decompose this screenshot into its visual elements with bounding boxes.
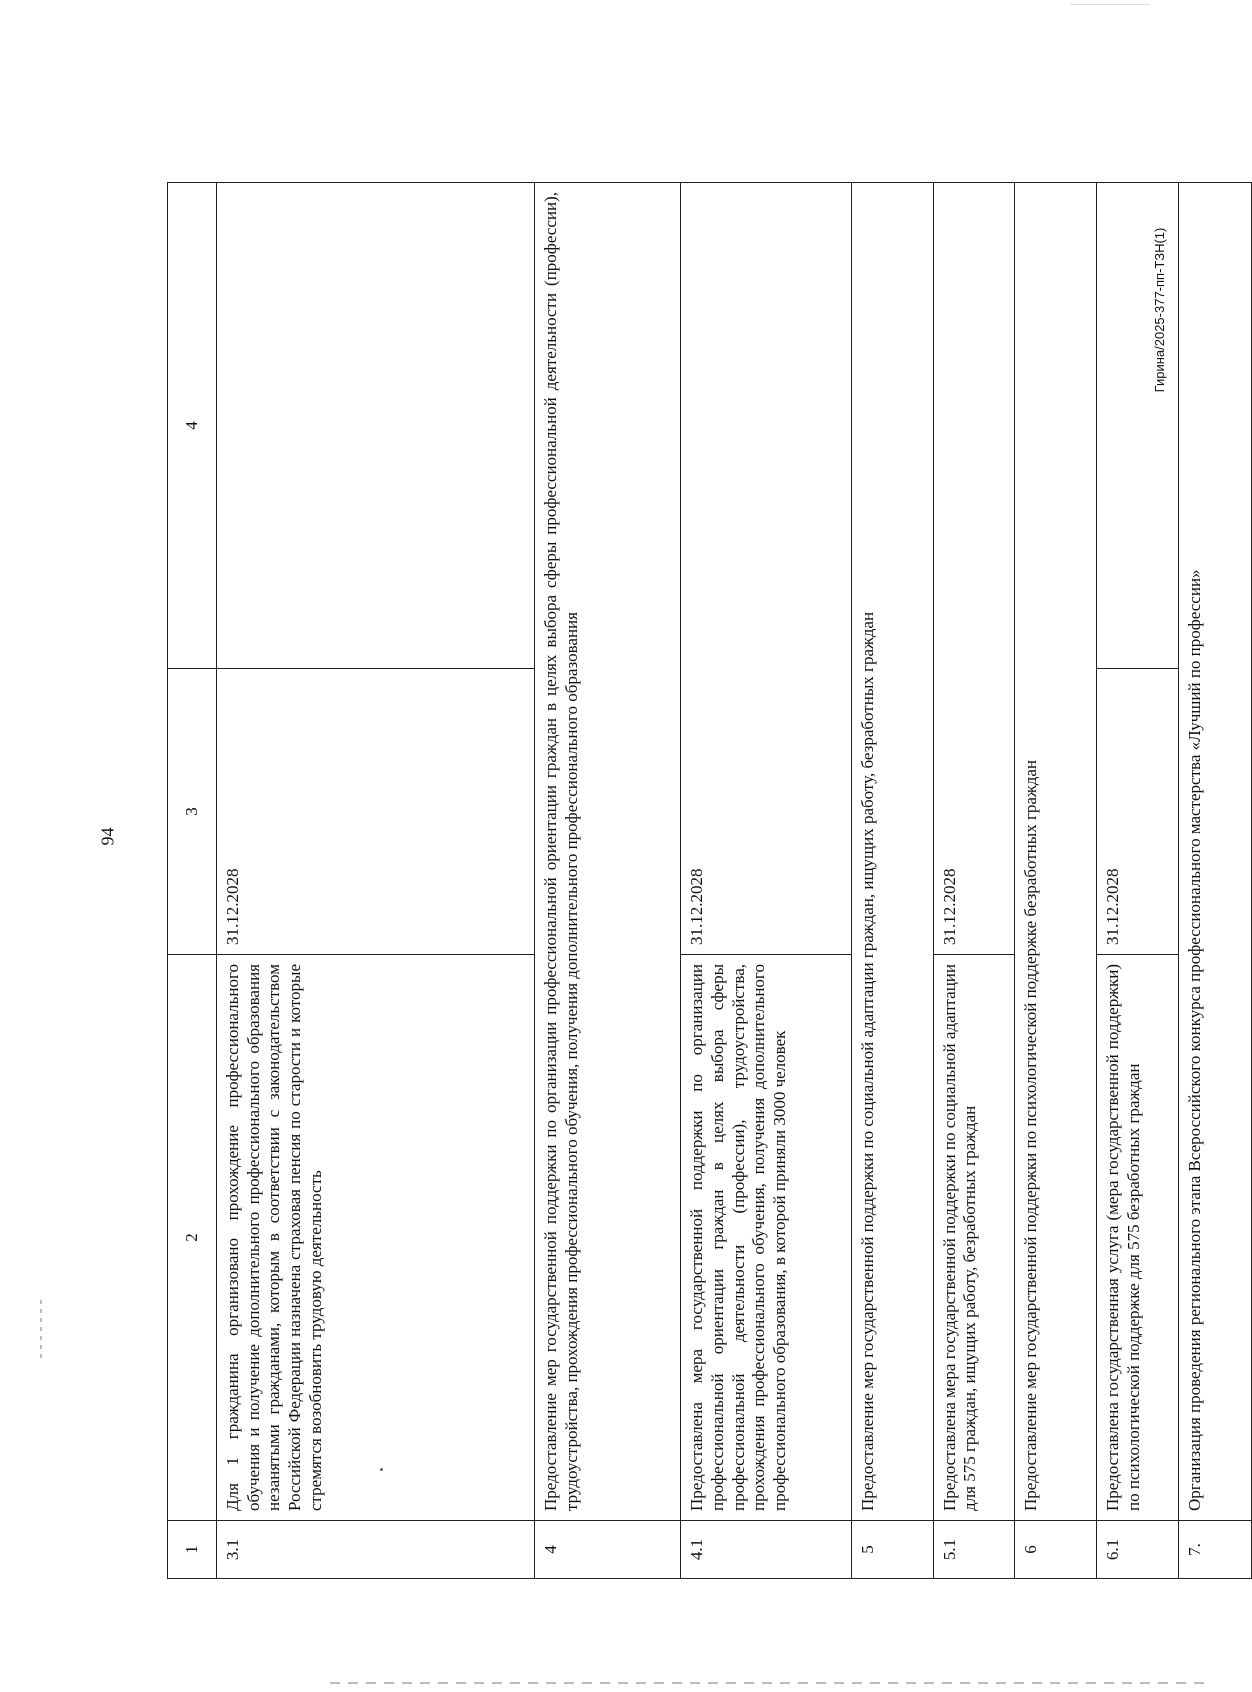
row-note-empty — [1097, 183, 1179, 669]
row-text: Предоставление мер государственной поддержки по социальной адаптации граждан, ищущих работу, безработных граждан — [851, 183, 933, 1521]
header-col-4: 4 — [168, 183, 217, 669]
row-note — [217, 183, 535, 669]
row-text: Предоставлена мера государственной поддержки по организации профессиональной ориентации граждан в целях выбора сферы профессиональной деятельности (профессии), трудоустройства, прохождения профессионального обучения, получения дополнительного профессионального образования, в которой приняли 3000 человек — [681, 955, 852, 1521]
row-date: 31.12.2028 — [217, 669, 535, 955]
header-col-2: 2 — [168, 955, 217, 1521]
row-text: Предоставление мер государственной поддержки по организации профессиональной ориентации граждан в целях выбора сферы профессиональной деятельности (профессии), трудоустройства, прохождения профессионального обучения, получения дополнительного профессионального образования — [535, 183, 681, 1521]
row-text: Предоставлена государственная услуга (мера государственной поддержки) по психологической поддержке для 575 безработных граждан — [1097, 955, 1179, 1521]
header-col-3: 3 — [168, 669, 217, 955]
scan-artifact-bottom — [330, 1682, 1210, 1684]
row-date: 31.12.2028 — [681, 183, 852, 955]
table-row — [933, 183, 1015, 1579]
row-text: Предоставлена мера государственной поддержки по социальной адаптации для 575 граждан, ищущих работу, безработных граждан — [933, 955, 1015, 1521]
row-text: Для 1 гражданина организовано прохождение профессионального обучения и получение дополнительного профессионального образования незанятыми гражданами, которым в соответствии с законодательством Российской Федерации назначена страховая пенсия по старости и которые стремятся возобновить трудовую деятельность — [217, 955, 535, 1521]
row-date: 31.12.2028 — [1097, 669, 1179, 955]
rotated-table-container — [167, 183, 1252, 1579]
table-row — [1179, 183, 1252, 1579]
table-row — [1015, 183, 1097, 1579]
page-number: 94 — [97, 827, 118, 846]
row-text: Организация проведения регионального этапа Всероссийского конкурса профессионального мастерства «Лучший по профессии» — [1179, 183, 1252, 1521]
row-number: 4.1 — [681, 1521, 852, 1579]
scan-artifact-left — [40, 1300, 42, 1360]
scan-artifact-top — [1070, 4, 1150, 5]
row-number: 6.1 — [1097, 1521, 1179, 1579]
plan-table — [167, 182, 1252, 1579]
row-text: Предоставление мер государственной поддержки по психологической поддержке безработных граждан — [1015, 183, 1097, 1521]
row-number: 3.1 — [217, 1521, 535, 1579]
row-date: 31.12.2028 — [933, 183, 1015, 955]
table-row — [1097, 183, 1179, 1579]
table-row — [681, 183, 852, 1579]
row-number: 4 — [535, 1521, 681, 1579]
document-code: Гирина/2025-377-пп-ТЗН(1) — [1152, 227, 1167, 393]
header-col-1: 1 — [168, 1521, 217, 1579]
row-number: 5.1 — [933, 1521, 1015, 1579]
row-number: 6 — [1015, 1521, 1097, 1579]
table-row — [851, 183, 933, 1579]
table-row — [535, 183, 681, 1579]
table-row — [217, 183, 535, 1579]
row-number: 7. — [1179, 1521, 1252, 1579]
table-header-row — [168, 183, 217, 1579]
row-number: 5 — [851, 1521, 933, 1579]
